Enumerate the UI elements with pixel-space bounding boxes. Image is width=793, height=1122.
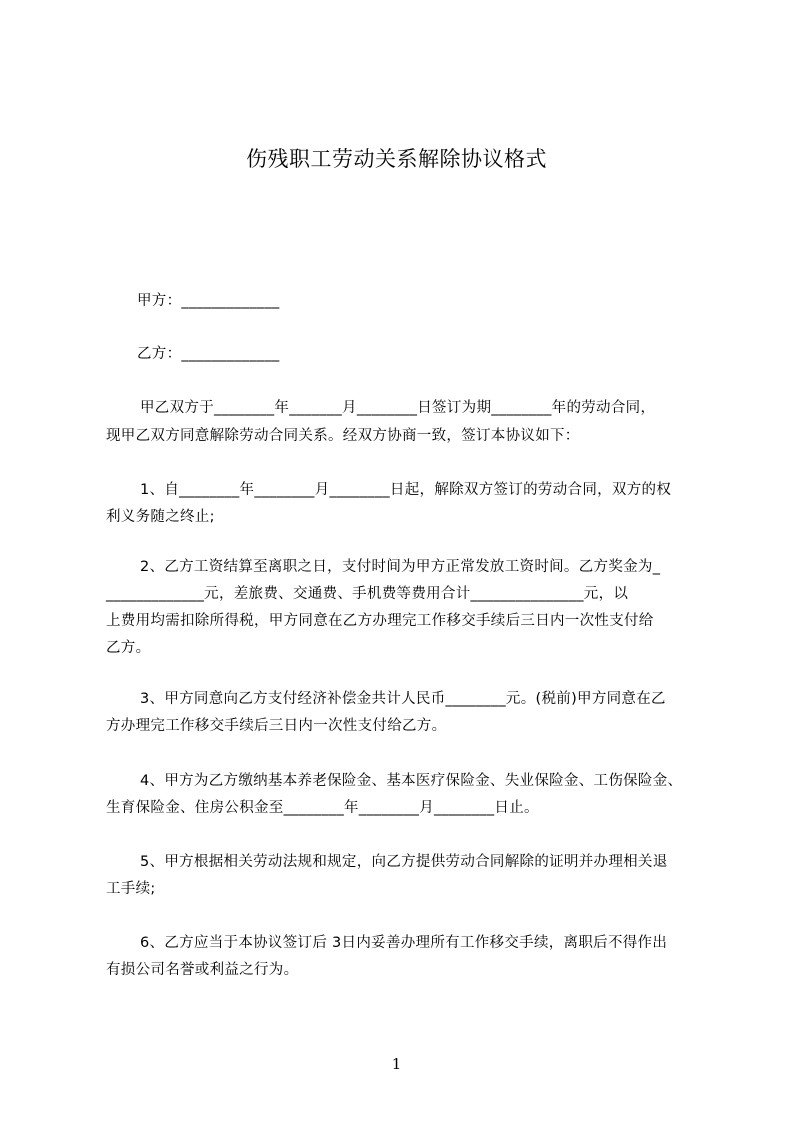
- clause-5-line-2: 工手续;: [106, 881, 156, 897]
- document-title: 伤残职工劳动关系解除协议格式: [246, 147, 547, 171]
- clause-4-line-1: 4、甲方为乙方缴纳基本养老保险金、基本医疗保险金、失业保险金、工伤保险金、: [140, 773, 683, 789]
- clause-4-line-2: 生育保险金、住房公积金至________年________月________日止。: [106, 800, 539, 816]
- clause-6-line-1: 6、乙方应当于本协议签订后 3日内妥善办理所有工作移交手续，离职后不得作出: [140, 935, 668, 951]
- clause-2-line-3: 上费用均需扣除所得税，甲方同意在乙方办理完工作移交手续后三日内一次性支付给: [106, 613, 654, 629]
- intro-line-2: 现甲乙双方同意解除劳动合同关系。经双方协商一致，签订本协议如下：: [106, 428, 580, 444]
- page-number: 1: [391, 1055, 402, 1073]
- clause-1-line-2: 利义务随之终止;: [106, 509, 215, 525]
- intro-line-1: 甲乙双方于________年_______月________日签订为期________年的劳动合同，: [140, 400, 656, 416]
- clause-5-line-1: 5、甲方根据相关劳动法规和规定，向乙方提供劳动合同解除的证明并办理相关退: [140, 854, 668, 870]
- clause-6-line-2: 有损公司名誉或利益之行为。: [106, 962, 299, 978]
- clause-3-line-2: 方办理完工作移交手续后三日内一次性支付给乙方。: [106, 718, 447, 734]
- clause-1-line-1: 1、自________年________月________日起，解除双方签订的劳动合同，双方的权: [140, 482, 672, 498]
- clause-2-line-1: 2、乙方工资结算至离职之日，支付时间为甲方正常发放工资时间。乙方奖金为_: [140, 559, 661, 575]
- party-b-field: 乙方：_____________: [137, 346, 280, 362]
- party-a-field: 甲方：_____________: [137, 293, 280, 309]
- clause-2-line-4: 乙方。: [106, 640, 151, 656]
- clause-3-line-1: 3、甲方同意向乙方支付经济补偿金共计人民币________元。(税前)甲方同意在乙: [140, 691, 666, 707]
- clause-2-line-2: _____________元，差旅费、交通费、手机费等费用合计_______________元，以: [106, 586, 629, 602]
